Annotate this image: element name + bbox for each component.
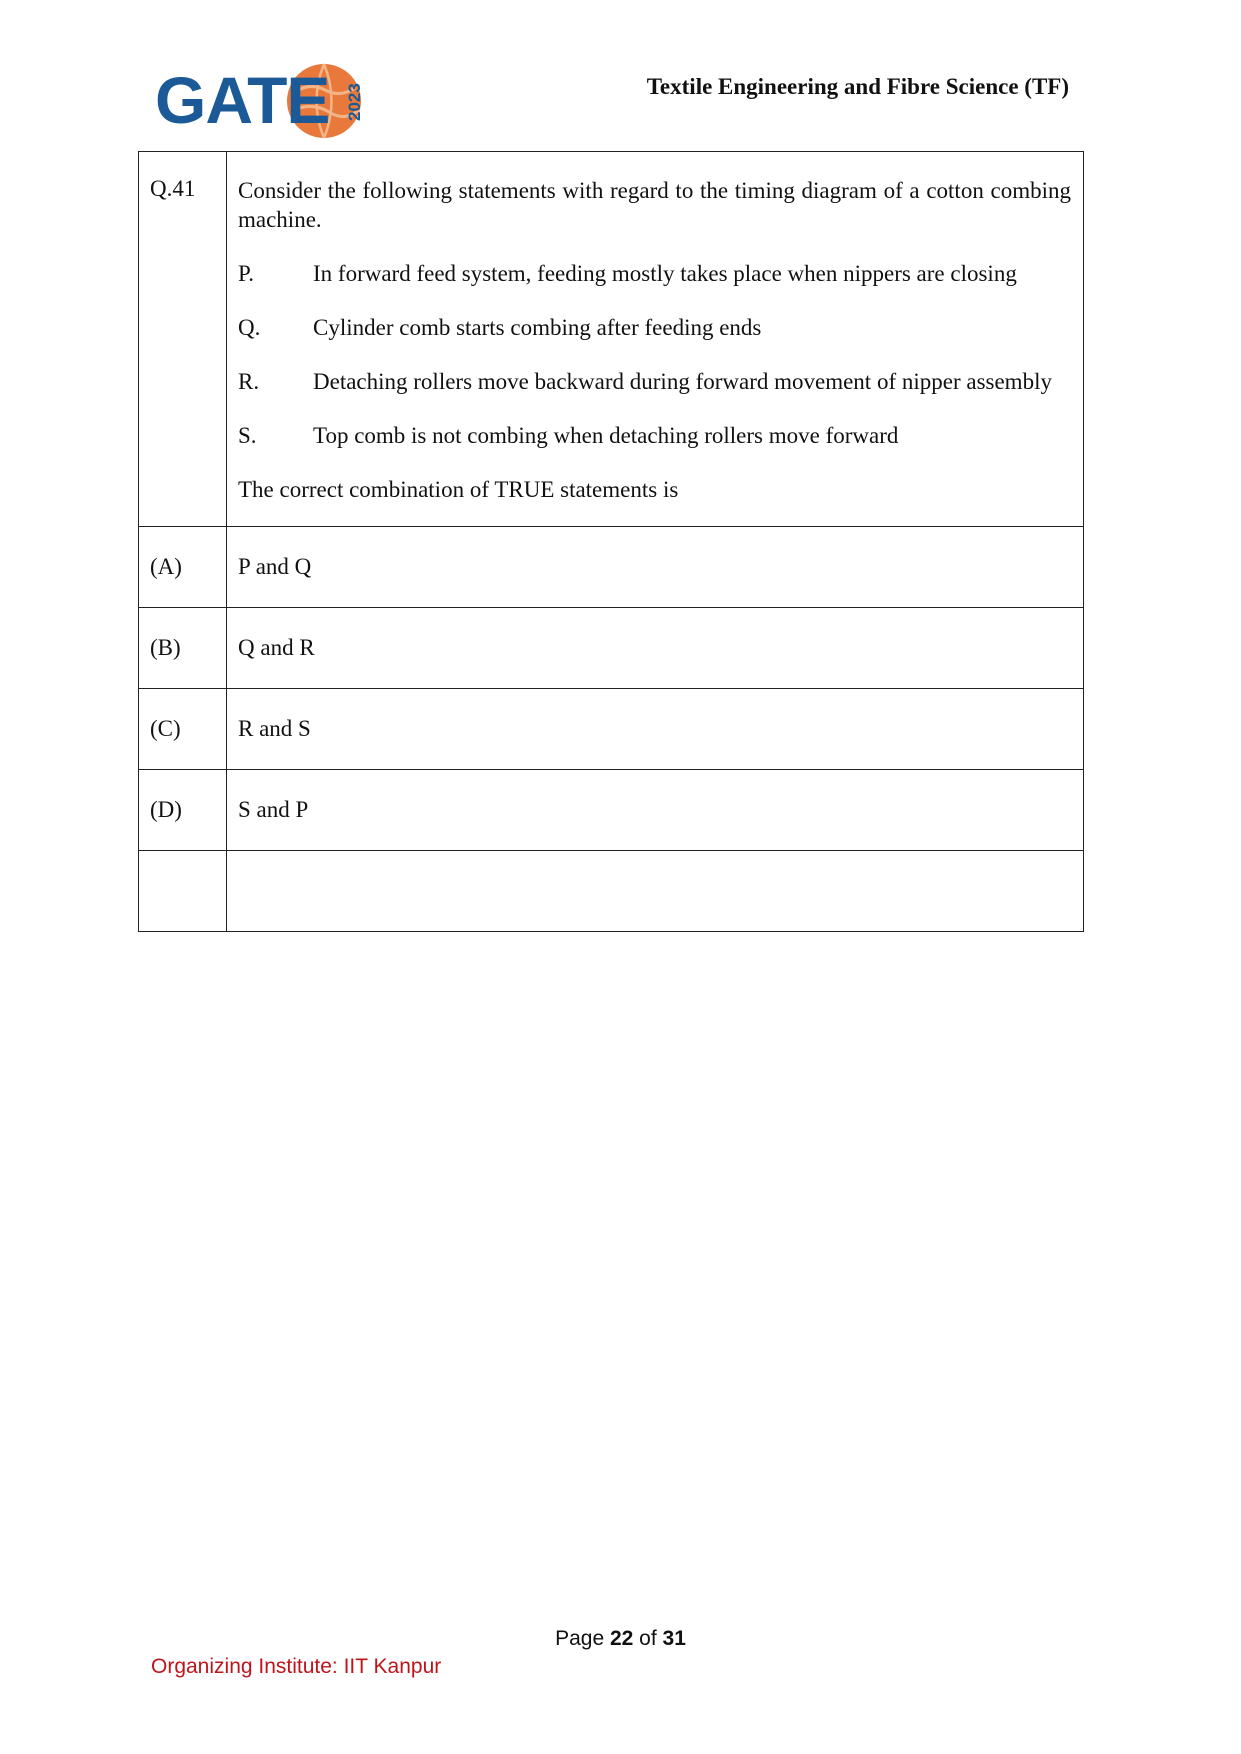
option-text: R and S [227, 689, 1084, 770]
logo-year: 2023 [345, 83, 364, 121]
empty-cell [139, 851, 227, 932]
statement-q [238, 313, 1071, 342]
option-text: Q and R [227, 608, 1084, 689]
statement-text: Top comb is not combing when detaching rollers move forward [313, 423, 899, 448]
empty-row [139, 851, 1084, 932]
question-number: Q.41 [139, 152, 227, 527]
option-label: (A) [139, 527, 227, 608]
option-label: (B) [139, 608, 227, 689]
option-row-d [139, 770, 1084, 851]
page-prefix: Page [555, 1627, 610, 1650]
page-of: of [633, 1627, 663, 1650]
statement-text: Cylinder comb starts combing after feeding ends [313, 315, 762, 340]
logo-wordmark: GATE [155, 63, 330, 137]
question-body [227, 152, 1084, 527]
question-row [139, 152, 1084, 527]
statement-tag: R. [238, 369, 260, 394]
option-row-c [139, 689, 1084, 770]
statement-p [238, 259, 1071, 288]
option-text: P and Q [227, 527, 1084, 608]
option-row-a [139, 527, 1084, 608]
empty-cell [227, 851, 1084, 932]
organizing-institute: Organizing Institute: IIT Kanpur [151, 1655, 442, 1678]
statement-text: In forward feed system, feeding mostly takes place when nippers are closing [313, 261, 1017, 286]
statement-r [238, 367, 1071, 396]
question-stem: Consider the following statements with regard to the timing diagram of a cotton combing machine. [238, 178, 1071, 232]
question-closing: The correct combination of TRUE statements is [238, 477, 679, 502]
page-current: 22 [609, 1627, 634, 1650]
statement-tag: S. [238, 423, 257, 448]
page-total: 31 [662, 1627, 686, 1650]
question-table [138, 151, 1084, 932]
statement-text: Detaching rollers move backward during forward movement of nipper assembly [313, 369, 1052, 394]
option-row-b [139, 608, 1084, 689]
subject-title: Textile Engineering and Fibre Science (TF) [646, 74, 1069, 99]
statement-tag: P. [238, 261, 254, 286]
statement-s [238, 421, 1071, 450]
page-number [0, 1627, 1241, 1651]
statement-tag: Q. [238, 315, 261, 340]
gate-logo [155, 60, 365, 140]
option-label: (D) [139, 770, 227, 851]
option-text: S and P [227, 770, 1084, 851]
option-label: (C) [139, 689, 227, 770]
